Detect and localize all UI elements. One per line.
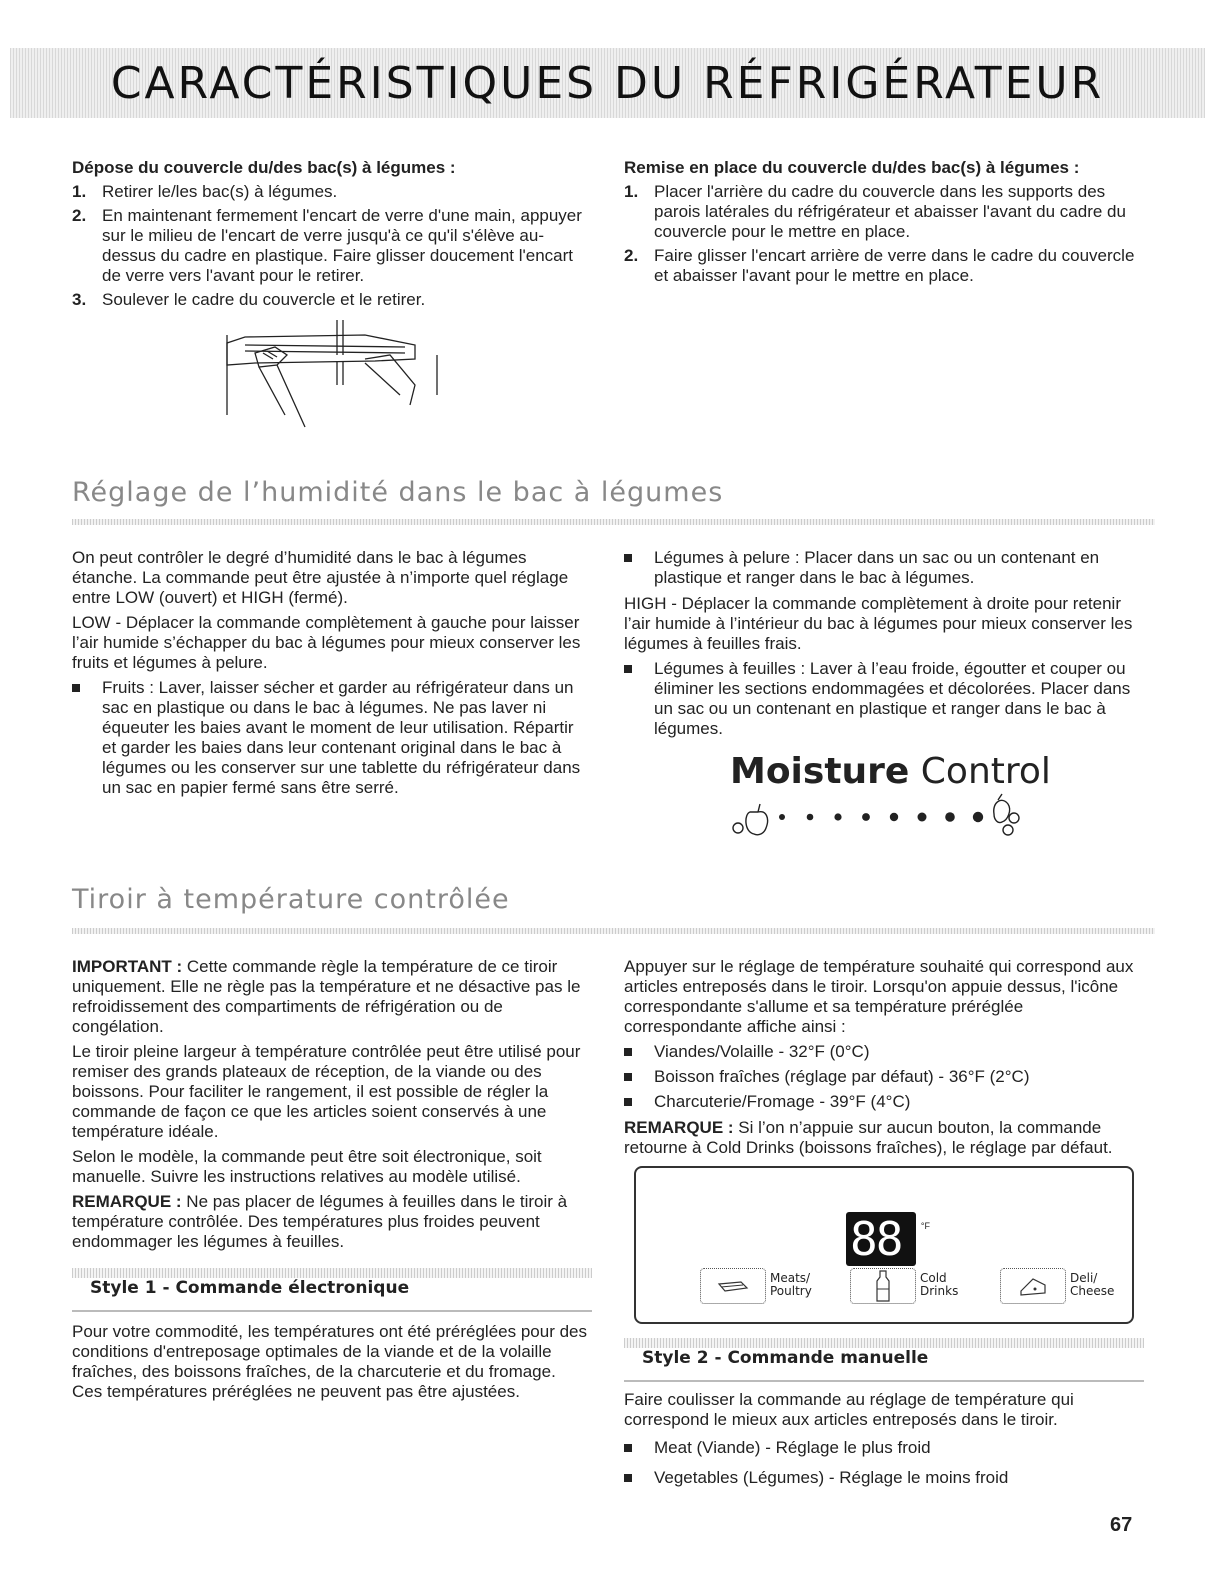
removal-heading: Dépose du couvercle du/des bac(s) à légumes : <box>72 158 456 177</box>
list-item: 3. Soulever le cadre du couvercle et le retirer. <box>72 290 426 309</box>
style1-text: Pour votre commodité, les températures ont été préréglées pour des conditions d'entreposage optimales de la viande et de la volaille fraîches, des boissons fraîches, de la charcuterie et du fromage. Ces températures préréglées ne peuvent pas être ajustées. <box>72 1322 587 1401</box>
button-label: Deli/ <box>1070 1271 1098 1285</box>
humidity-section-title: Réglage de l’humidité dans le bac à légumes <box>72 477 724 508</box>
list-item: Viandes/Volaille - 32°F (0°C) <box>624 1042 1142 1062</box>
deli-cheese-button[interactable] <box>1000 1268 1130 1304</box>
humidity-low: LOW - Déplacer la commande complètement à gauche pour laisser l’air humide s’échapper du bac à légumes pour mieux conserver les fruits et légumes à pelure. <box>72 613 581 672</box>
moisture-control-label: Moisture Control <box>730 751 1051 792</box>
page-number: 67 <box>1110 1514 1133 1536</box>
important-note: IMPORTANT : Cette commande règle la température de ce tiroir uniquement. Elle ne règle pas la température et ne désactive pas le refroidissement des compartiments de réfrigération ou de congélation. <box>72 957 581 1036</box>
humidity-left-list <box>72 678 592 798</box>
list-item: Légumes à feuilles : Laver à l’eau froide, égoutter et couper ou éliminer les sections endommagées et décolorées. Placer dans un sac ou un contenant en plastique et ranger dans le bac à légumes. <box>624 659 1144 739</box>
bottle-icon <box>850 1268 916 1304</box>
list-item: 2. Faire glisser l'encart arrière de verre dans le cadre du couvercle et abaisser l'avant pour le mettre en place. <box>624 246 1135 285</box>
section-divider <box>72 928 1155 934</box>
style1-title: Style 1 - Commande électronique <box>90 1278 410 1298</box>
button-label: Poultry <box>770 1284 812 1298</box>
list-item: 1. Placer l'arrière du cadre du couvercle dans les supports des parois latérales du réfrigérateur et abaisser l'avant du cadre du couvercle pour le mettre en place. <box>624 182 1126 241</box>
replace-steps <box>624 182 1144 286</box>
temperature-display <box>846 1212 930 1266</box>
list-item: Vegetables (Légumes) - Réglage le moins froid <box>624 1468 1142 1488</box>
bullet-icon <box>72 684 80 692</box>
bullet-icon <box>624 1073 632 1081</box>
crisper-cover-illustration <box>215 315 455 430</box>
slider-dots <box>779 812 983 822</box>
drawer-paragraph: Le tiroir pleine largeur à température contrôlée peut être utilisé pour remiser des grands plateaux de réception, de la viande ou des boissons. Pour faciliter le rangement, il est possible de régler la commande de façon ce que les articles soient conservés à une température idéale. <box>72 1042 581 1141</box>
removal-section <box>72 158 592 314</box>
button-label: Cold <box>920 1271 947 1285</box>
drawer-paragraph: Selon le modèle, la commande peut être soit électronique, soit manuelle. Suivre les instructions relatives au modèle utilisé. <box>72 1147 542 1186</box>
bullet-icon <box>624 1474 632 1482</box>
humidity-right-list-1 <box>624 548 1144 588</box>
temperature-settings-list <box>624 1042 1142 1112</box>
humidity-right-column <box>624 548 1144 745</box>
remark-note: REMARQUE : Ne pas placer de légumes à feuilles dans le tiroir à température contrôlée. Des températures plus froides peuvent endommager les légumes à feuilles. <box>72 1192 568 1251</box>
list-item: Meat (Viande) - Réglage le plus froid <box>624 1438 1142 1458</box>
style1-heading-box <box>72 1268 592 1312</box>
cold-drinks-button[interactable] <box>850 1268 980 1304</box>
humidity-intro: On peut contrôler le degré d’humidité dans le bac à légumes étanche. La commande peut être ajustée à n’importe quel réglage entre LOW (ouvert) et HIGH (fermé). <box>72 548 569 607</box>
replace-section <box>624 158 1144 290</box>
control-panel <box>634 1166 1134 1324</box>
cheese-icon <box>1000 1268 1066 1304</box>
list-item: 2. En maintenant fermement l'encart de verre d'une main, appuyer sur le milieu de l'encart de verre jusqu'à ce qu'il s'élève au-dessus du cadre en plastique. Faire glisser doucement l'encart de verre vers l'avant pour le retirer. <box>72 206 582 285</box>
drawer-section-title: Tiroir à température contrôlée <box>72 884 510 915</box>
display-unit: °F <box>920 1221 930 1231</box>
drawer-right-column <box>624 957 1142 1163</box>
button-label: Meats/ <box>770 1271 811 1285</box>
manual-settings-list <box>624 1438 1142 1488</box>
drawer-left-column <box>72 957 590 1257</box>
drawer-paragraph: Appuyer sur le réglage de température souhaité qui correspond aux articles entreposés dans le tiroir. Lorsqu'on appuie dessus, l'icône correspondante s'allume et sa température préréglée correspondante affiche ainsi : <box>624 957 1134 1036</box>
list-item: 1. Retirer le/les bac(s) à légumes. <box>72 182 338 201</box>
humidity-right-list-2 <box>624 659 1144 739</box>
replace-heading: Remise en place du couvercle du/des bac(s) à légumes : <box>624 158 1080 177</box>
humidity-high: HIGH - Déplacer la commande complètement à droite pour retenir l’air humide à l’intérieur du bac à légumes pour mieux conserver les légumes à feuilles frais. <box>624 594 1133 653</box>
list-item: Légumes à pelure : Placer dans un sac ou un contenant en plastique et ranger dans le bac à légumes. <box>624 548 1144 588</box>
leafy-vegetable-icon <box>994 794 1019 835</box>
button-label: Cheese <box>1070 1284 1115 1298</box>
meats-poultry-button[interactable] <box>700 1268 830 1304</box>
style2-heading-box <box>624 1338 1144 1382</box>
section-divider <box>72 519 1155 525</box>
bullet-icon <box>624 554 632 562</box>
bullet-icon <box>624 1048 632 1056</box>
header-banner <box>10 48 1205 118</box>
bullet-icon <box>624 665 632 673</box>
list-item: Boisson fraîches (réglage par défaut) - 36°F (2°C) <box>624 1067 1142 1087</box>
style2-title: Style 2 - Commande manuelle <box>642 1348 929 1368</box>
style2-section <box>624 1390 1142 1494</box>
meat-icon <box>700 1268 766 1304</box>
remark-note: REMARQUE : Si l’on n’appuie sur aucun bouton, la commande retourne à Cold Drinks (boissons fraîches), le réglage par défaut. <box>624 1118 1113 1157</box>
page-title: CARACTÉRISTIQUES DU RÉFRIGÉRATEUR <box>110 58 1105 109</box>
list-item: Fruits : Laver, laisser sécher et garder au réfrigérateur dans un sac en plastique ou dans le bac à légumes. Ne pas laver ni équeuter les baies avant le moment de leur utilisation. Répartir et garder les baies dans leur contenant original dans le bac à légumes ou les conserver sur une tablette du réfrigérateur dans un sac en papier fermé sans être serré. <box>72 678 592 798</box>
display-digits: 88 <box>850 1212 902 1266</box>
button-label: Drinks <box>920 1284 959 1298</box>
bullet-icon <box>624 1444 632 1452</box>
style2-text: Faire coulisser la commande au réglage de température qui correspond le mieux aux articles entreposés dans le tiroir. <box>624 1390 1074 1429</box>
removal-steps <box>72 182 592 310</box>
list-item: Charcuterie/Fromage - 39°F (4°C) <box>624 1092 1142 1112</box>
fruit-icon <box>733 804 768 835</box>
moisture-control-slider <box>730 792 1050 842</box>
bullet-icon <box>624 1098 632 1106</box>
humidity-left-column <box>72 548 592 804</box>
